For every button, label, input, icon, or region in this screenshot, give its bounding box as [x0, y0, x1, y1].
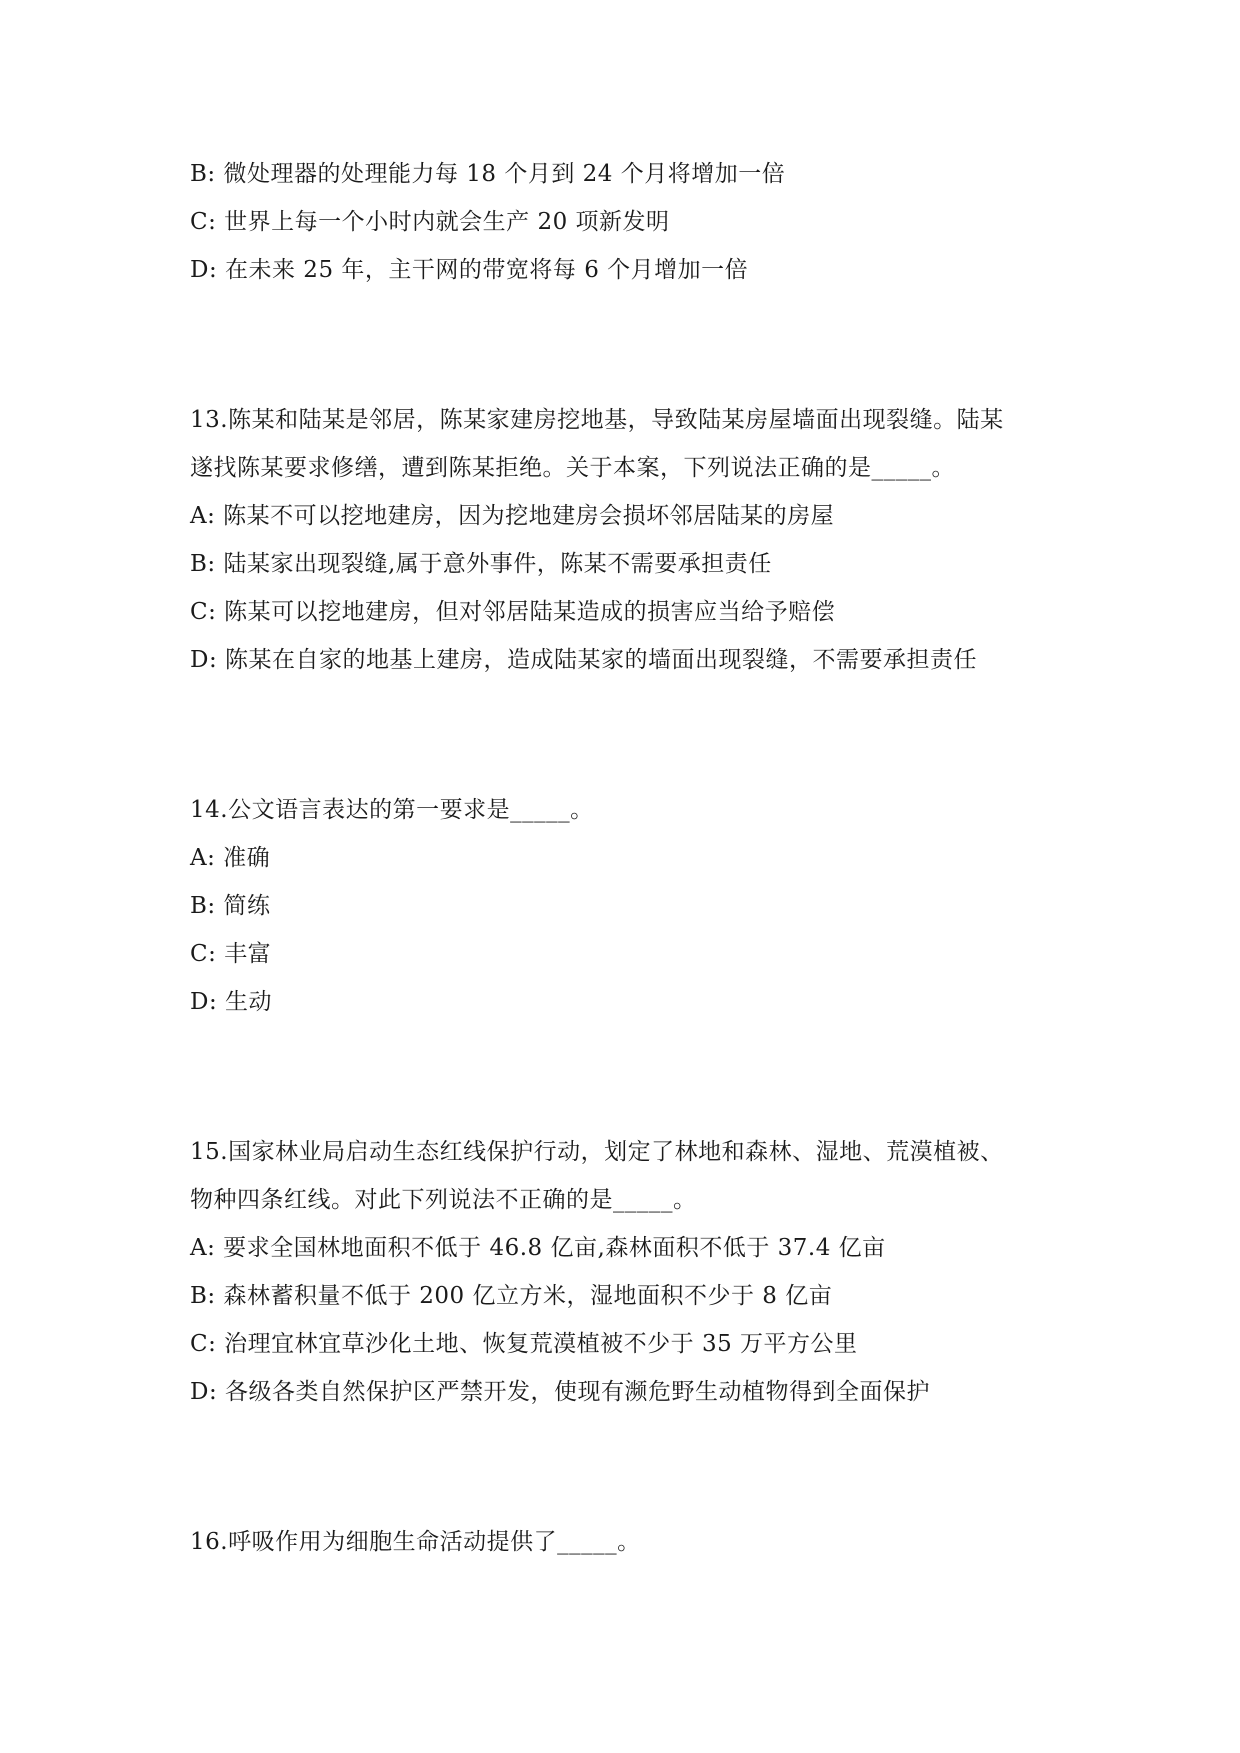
q14-stem: 14.公文语言表达的第一要求是_____。: [190, 797, 594, 823]
q15-stem-line1: 15.国家林业局启动生态红线保护行动，划定了林地和森林、湿地、荒漠植被、: [190, 1139, 1004, 1165]
q13-option-d: D: 陈某在自家的地基上建房，造成陆某家的墙面出现裂缝，不需要承担责任: [190, 647, 978, 673]
q15-option-b: B: 森林蓄积量不低于 200 亿立方米，湿地面积不少于 8 亿亩: [190, 1283, 833, 1309]
q12-option-b: B: 微处理器的处理能力每 18 个月到 24 个月将增加一倍: [190, 161, 786, 187]
q15-option-a: A: 要求全国林地面积不低于 46.8 亿亩,森林面积不低于 37.4 亿亩: [190, 1235, 886, 1261]
q13-stem-line1: 13.陈某和陆某是邻居，陈某家建房挖地基，导致陆某房屋墙面出现裂缝。陆某: [190, 407, 1004, 433]
q13-stem-line2: 遂找陈某要求修缮，遭到陈某拒绝。关于本案，下列说法正确的是_____。: [190, 455, 955, 481]
q15-option-c: C: 治理宜林宜草沙化土地、恢复荒漠植被不少于 35 万平方公里: [190, 1331, 858, 1357]
q13-option-b: B: 陆某家出现裂缝,属于意外事件，陈某不需要承担责任: [190, 551, 772, 577]
q15-option-d: D: 各级各类自然保护区严禁开发，使现有濒危野生动植物得到全面保护: [190, 1379, 931, 1405]
q15-stem-line2: 物种四条红线。对此下列说法不正确的是_____。: [190, 1187, 697, 1213]
q13-option-c: C: 陈某可以挖地建房，但对邻居陆某造成的损害应当给予赔偿: [190, 599, 836, 625]
q14-option-d: D: 生动: [190, 989, 273, 1015]
q16-stem: 16.呼吸作用为细胞生命活动提供了_____。: [190, 1529, 641, 1555]
q14-option-b: B: 简练: [190, 893, 271, 919]
q14-option-c: C: 丰富: [190, 941, 272, 967]
q12-option-d: D: 在未来 25 年，主干网的带宽将每 6 个月增加一倍: [190, 257, 749, 283]
q12-option-c: C: 世界上每一个小时内就会生产 20 项新发明: [190, 209, 670, 235]
q14-option-a: A: 准确: [190, 845, 271, 871]
q13-option-a: A: 陈某不可以挖地建房，因为挖地建房会损坏邻居陆某的房屋: [190, 503, 835, 529]
